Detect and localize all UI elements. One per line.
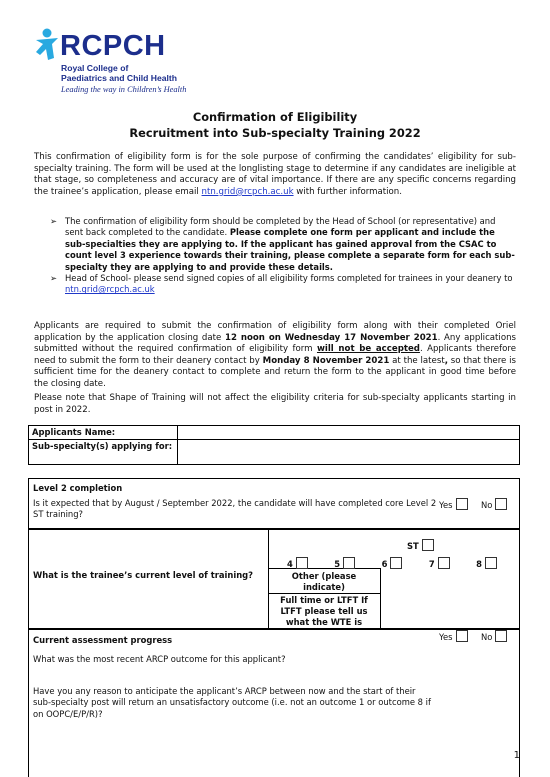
brand-name: RCPCH [60, 30, 166, 62]
list-item [50, 273, 516, 296]
level2-no [481, 498, 507, 510]
level-checkbox[interactable] [296, 557, 308, 569]
applicant-name-field[interactable] [178, 426, 520, 440]
tagline: Leading the way in Children’s Health [61, 85, 187, 94]
level-checkbox[interactable] [390, 557, 402, 569]
level-label: 5 [334, 559, 341, 569]
arrow-bullet-icon: ➢ [50, 216, 58, 226]
level2-section [28, 478, 520, 529]
list-item [50, 216, 516, 273]
level-option [287, 557, 308, 569]
not-accepted-text: will not be accepted [316, 344, 420, 355]
level-option [476, 557, 497, 569]
para-text: at the latest [389, 355, 445, 366]
yes-label: Yes [439, 500, 453, 510]
assessment-no [481, 630, 507, 642]
yes-label: Yes [439, 632, 453, 642]
para-text: so that there is sufficient time for the deanery contact to complete and return the form to the applicant in good time before the closing date. [34, 355, 517, 389]
level-option [382, 557, 403, 569]
level-option [334, 557, 355, 569]
subspecialty-field[interactable] [178, 440, 520, 465]
no-label: No [481, 500, 493, 510]
subspecialty-label: Sub-specialty(s) applying for: [29, 440, 178, 465]
row-divider [268, 593, 380, 594]
arcp-anticipate-question: Have you any reason to anticipate the applicant’s ARCP between now and the start of their sub-specialty post will return an unsatisfactory outcome (i.e. not an outcome 1 or outcome 8 if on OOPC/E/P/R)? [33, 686, 431, 719]
bullet-text: Head of School- please send signed copies of all eligibility forms completed for trainees in your deanery to [65, 273, 513, 284]
column-divider [380, 568, 381, 628]
level2-heading: Level 2 completion [33, 483, 123, 493]
training-level-section [28, 529, 520, 629]
st-levels [287, 557, 497, 569]
level-label: 7 [428, 559, 435, 569]
assessment-section [28, 629, 520, 777]
assessment-heading: Current assessment progress [33, 635, 173, 645]
level2-yes [439, 498, 468, 510]
intro-text-end: with further information. [293, 186, 402, 197]
email-link[interactable]: ntn.grid@rcpch.ac.uk [65, 284, 155, 295]
para-text: Applicants are required to submit the confirmation of eligibility form along with their completed Oriel application by the application closing date [34, 321, 516, 343]
deanery-deadline: Monday 8 November 2021 [262, 355, 390, 366]
level-label: 4 [287, 559, 293, 569]
st-option [407, 539, 434, 551]
yes-checkbox[interactable] [456, 630, 468, 642]
para-text: . Any applications submitted without the required confirmation of eligibility form [34, 332, 516, 355]
level2-question: Is it expected that by August / September 2022, the candidate will have completed core Level 2 ST training? [33, 498, 437, 520]
st-checkbox[interactable] [422, 539, 434, 551]
applicant-name-label: Applicants Name: [29, 426, 178, 440]
intro-text: This confirmation of eligibility form is for the sole purpose of confirming the candidates’ eligibility for sub-specialty training. The form will be used at the longlisting stage to determine if any candidates are ineligible at that stage, so completeness and accuracy are of vital importance. If there are any specific concerns regarding the trainee’s application, please email [34, 152, 516, 197]
note-paragraph: Please note that Shape of Training will not affect the eligibility criteria for sub-specialty applicants starting in post in 2022. [34, 393, 516, 415]
page-number: 1 [513, 750, 520, 761]
document-subtitle: Recruitment into Sub-specialty Training 2022 [129, 126, 421, 140]
instruction-list [50, 216, 516, 296]
closing-date: 12 noon on Wednesday 17 November 2021 [224, 332, 438, 343]
document-title: Confirmation of Eligibility [192, 110, 358, 124]
other-label: Other (please indicate) [291, 571, 357, 592]
org-name-line2: Paediatrics and Child Health [61, 73, 178, 83]
level-label: 6 [381, 559, 388, 569]
bullet-text: The confirmation of eligibility form should be completed by the Head of School (or representative) and sent back completed to the candidate. [65, 216, 496, 238]
level-checkbox[interactable] [485, 557, 497, 569]
para-text: . Applicants therefore need to submit the form to their deanery contact by [34, 344, 516, 366]
yes-checkbox[interactable] [456, 498, 468, 510]
assessment-yes [439, 630, 468, 642]
email-link[interactable]: ntn.grid@rcpch.ac.uk [201, 186, 294, 197]
training-question: What is the trainee’s current level of training? [33, 570, 254, 580]
bullet-bold-text: Please complete one form per applicant and include the sub-specialties they are applying to. If the applicant has gained approval from the CSAC to count level 3 experience towards their training, please complete a separate form for each sub-specialty they are applying to and provide these details. [65, 227, 515, 272]
column-divider [268, 530, 269, 628]
no-checkbox[interactable] [495, 498, 507, 510]
arrow-bullet-icon: ➢ [50, 273, 58, 284]
org-name-line1: Royal College of [61, 63, 129, 73]
rcpch-logo [34, 28, 204, 98]
level-label: 8 [476, 559, 482, 569]
intro-paragraph [34, 152, 516, 198]
ltft-label: Full time or LTFT If LTFT please tell us what the WTE is [280, 595, 368, 627]
level-checkbox[interactable] [343, 557, 355, 569]
level-checkbox[interactable] [438, 557, 450, 569]
applicants-paragraph: Applicants are required to submit the confirmation of eligibility form along with their completed Oriel application by the application closing date 12 noon on Wednesday 17 November 2021. Any applications submitted without the required confirmation of eligibility form will not be accepted. Applicants therefore need to submit the form to their deanery contact by Monday 8 November 2021 at the latest, so that there is sufficient time for the deanery contact to complete and return the form to the applicant in good time before the closing date. [34, 321, 517, 389]
no-checkbox[interactable] [495, 630, 507, 642]
level-option [429, 557, 450, 569]
applicant-details-table [28, 425, 520, 465]
st-label: ST [407, 541, 419, 551]
arcp-outcome-question: What was the most recent ARCP outcome for this applicant? [33, 654, 286, 664]
no-label: No [481, 632, 493, 642]
